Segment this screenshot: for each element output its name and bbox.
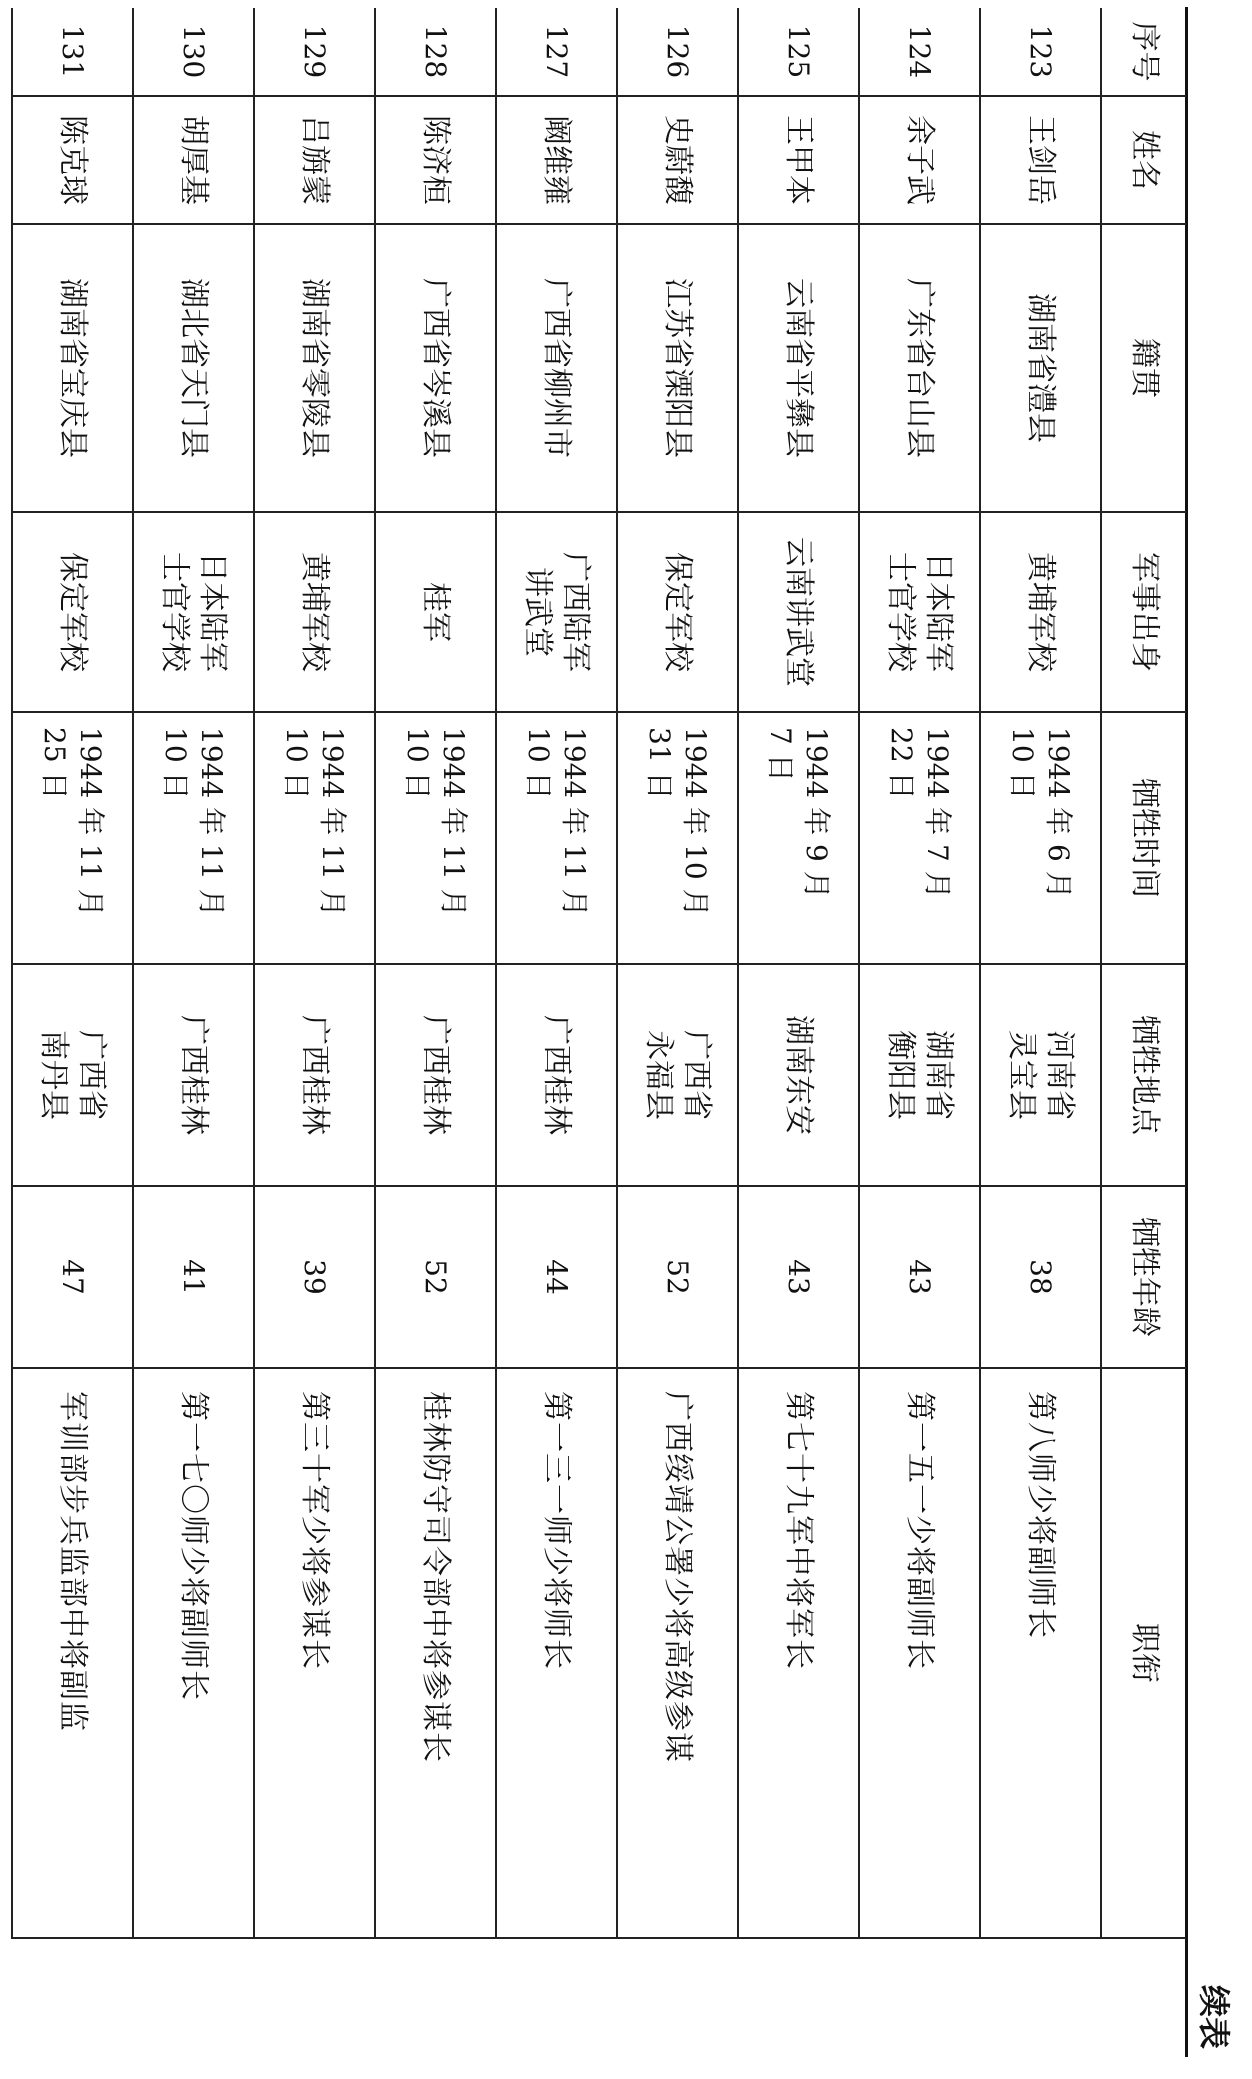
cell-native-place: 广西省岑溪县 bbox=[375, 224, 496, 512]
table-row bbox=[738, 8, 859, 1938]
cell-military-origin: 日本陆军 士官学校 bbox=[859, 512, 980, 712]
header-death-time: 牺牲时间 bbox=[1101, 712, 1186, 964]
cell-native-place: 湖北省天门县 bbox=[133, 224, 254, 512]
cell-index: 124 bbox=[859, 8, 980, 96]
cell-title: 第七十九军中将军长 bbox=[738, 1368, 859, 1938]
cell-title: 广西绥靖公署少将高级参谋 bbox=[617, 1368, 738, 1938]
cell-death-time: 1944 年 11 月 10 日 bbox=[375, 712, 496, 964]
header-name: 姓名 bbox=[1101, 96, 1186, 224]
cell-death-age: 47 bbox=[12, 1186, 133, 1368]
cell-death-age: 44 bbox=[496, 1186, 617, 1368]
cell-name: 史蔚馥 bbox=[617, 96, 738, 224]
cell-military-origin: 保定军校 bbox=[12, 512, 133, 712]
cell-name: 吕旃蒙 bbox=[254, 96, 375, 224]
cell-title: 桂林防守司令部中将参谋长 bbox=[375, 1368, 496, 1938]
cell-death-time: 1944 年 11 月 10 日 bbox=[496, 712, 617, 964]
cell-death-age: 39 bbox=[254, 1186, 375, 1368]
cell-death-time: 1944 年 11 月 10 日 bbox=[254, 712, 375, 964]
header-index: 序号 bbox=[1101, 8, 1186, 96]
cell-native-place: 江苏省溧阳县 bbox=[617, 224, 738, 512]
header-native-place: 籍贯 bbox=[1101, 224, 1186, 512]
cell-military-origin: 黄埔军校 bbox=[254, 512, 375, 712]
cell-death-place: 广西省 永福县 bbox=[617, 964, 738, 1186]
cell-death-place: 广西桂林 bbox=[496, 964, 617, 1186]
cell-name: 陈济桓 bbox=[375, 96, 496, 224]
cell-death-age: 38 bbox=[980, 1186, 1101, 1368]
cell-death-time: 1944 年 6 月 10 日 bbox=[980, 712, 1101, 964]
table-row bbox=[12, 8, 133, 1938]
cell-death-place: 广西桂林 bbox=[254, 964, 375, 1186]
table-row bbox=[133, 8, 254, 1938]
table-row bbox=[375, 8, 496, 1938]
cell-index: 125 bbox=[738, 8, 859, 96]
cell-index: 131 bbox=[12, 8, 133, 96]
cell-name: 余子武 bbox=[859, 96, 980, 224]
cell-death-age: 52 bbox=[375, 1186, 496, 1368]
cell-title: 第一三一师少将师长 bbox=[496, 1368, 617, 1938]
cell-title: 第一七〇师少将副师长 bbox=[133, 1368, 254, 1938]
cell-death-place: 湖南东安 bbox=[738, 964, 859, 1186]
cell-index: 130 bbox=[133, 8, 254, 96]
cell-death-age: 41 bbox=[133, 1186, 254, 1368]
cell-death-time: 1944 年 10 月 31 日 bbox=[617, 712, 738, 964]
cell-military-origin: 广西陆军 讲武堂 bbox=[496, 512, 617, 712]
table-row bbox=[496, 8, 617, 1938]
martyrs-table bbox=[11, 8, 1186, 1939]
cell-military-origin: 桂军 bbox=[375, 512, 496, 712]
cell-death-age: 43 bbox=[738, 1186, 859, 1368]
cell-name: 陈克球 bbox=[12, 96, 133, 224]
cell-title: 军训部步兵监部中将副监 bbox=[12, 1368, 133, 1938]
cell-name: 阚维雍 bbox=[496, 96, 617, 224]
cell-native-place: 湖南省宝庆县 bbox=[12, 224, 133, 512]
cell-death-place: 广西省 南丹县 bbox=[12, 964, 133, 1186]
header-military-origin: 军事出身 bbox=[1101, 512, 1186, 712]
cell-title: 第三十军少将参谋长 bbox=[254, 1368, 375, 1938]
cell-native-place: 湖南省零陵县 bbox=[254, 224, 375, 512]
cell-title: 第一五一少将副师长 bbox=[859, 1368, 980, 1938]
header-title: 职衔 bbox=[1101, 1368, 1186, 1938]
cell-death-time: 1944 年 11 月 10 日 bbox=[133, 712, 254, 964]
cell-title: 第八师少将副师长 bbox=[980, 1368, 1101, 1938]
header-death-place: 牺牲地点 bbox=[1101, 964, 1186, 1186]
table-row bbox=[859, 8, 980, 1938]
cell-death-place: 广西桂林 bbox=[375, 964, 496, 1186]
cell-native-place: 云南省平彝县 bbox=[738, 224, 859, 512]
cell-index: 128 bbox=[375, 8, 496, 96]
table-continued-caption: 续表 bbox=[1195, 1985, 1233, 2050]
cell-military-origin: 云南讲武堂 bbox=[738, 512, 859, 712]
cell-death-place: 广西桂林 bbox=[133, 964, 254, 1186]
cell-name: 王剑岳 bbox=[980, 96, 1101, 224]
cell-military-origin: 黄埔军校 bbox=[980, 512, 1101, 712]
cell-index: 123 bbox=[980, 8, 1101, 96]
cell-native-place: 湖南省澧县 bbox=[980, 224, 1101, 512]
cell-military-origin: 日本陆军 士官学校 bbox=[133, 512, 254, 712]
cell-death-age: 52 bbox=[617, 1186, 738, 1368]
table-header-row bbox=[1101, 8, 1186, 1938]
cell-death-place: 河南省 灵宝县 bbox=[980, 964, 1101, 1186]
cell-native-place: 广西省柳州市 bbox=[496, 224, 617, 512]
table-row bbox=[254, 8, 375, 1938]
cell-death-age: 43 bbox=[859, 1186, 980, 1368]
table-row bbox=[617, 8, 738, 1938]
header-death-age: 牺牲年龄 bbox=[1101, 1186, 1186, 1368]
cell-death-time: 1944 年 9 月 7 日 bbox=[738, 712, 859, 964]
cell-index: 126 bbox=[617, 8, 738, 96]
cell-index: 127 bbox=[496, 8, 617, 96]
cell-death-time: 1944 年 7 月 22 日 bbox=[859, 712, 980, 964]
cell-death-place: 湖南省 衡阳县 bbox=[859, 964, 980, 1186]
table-row bbox=[980, 8, 1101, 1938]
cell-index: 129 bbox=[254, 8, 375, 96]
cell-name: 王甲本 bbox=[738, 96, 859, 224]
cell-name: 胡厚基 bbox=[133, 96, 254, 224]
cell-military-origin: 保定军校 bbox=[617, 512, 738, 712]
cell-death-time: 1944 年 11 月 25 日 bbox=[12, 712, 133, 964]
cell-native-place: 广东省台山县 bbox=[859, 224, 980, 512]
